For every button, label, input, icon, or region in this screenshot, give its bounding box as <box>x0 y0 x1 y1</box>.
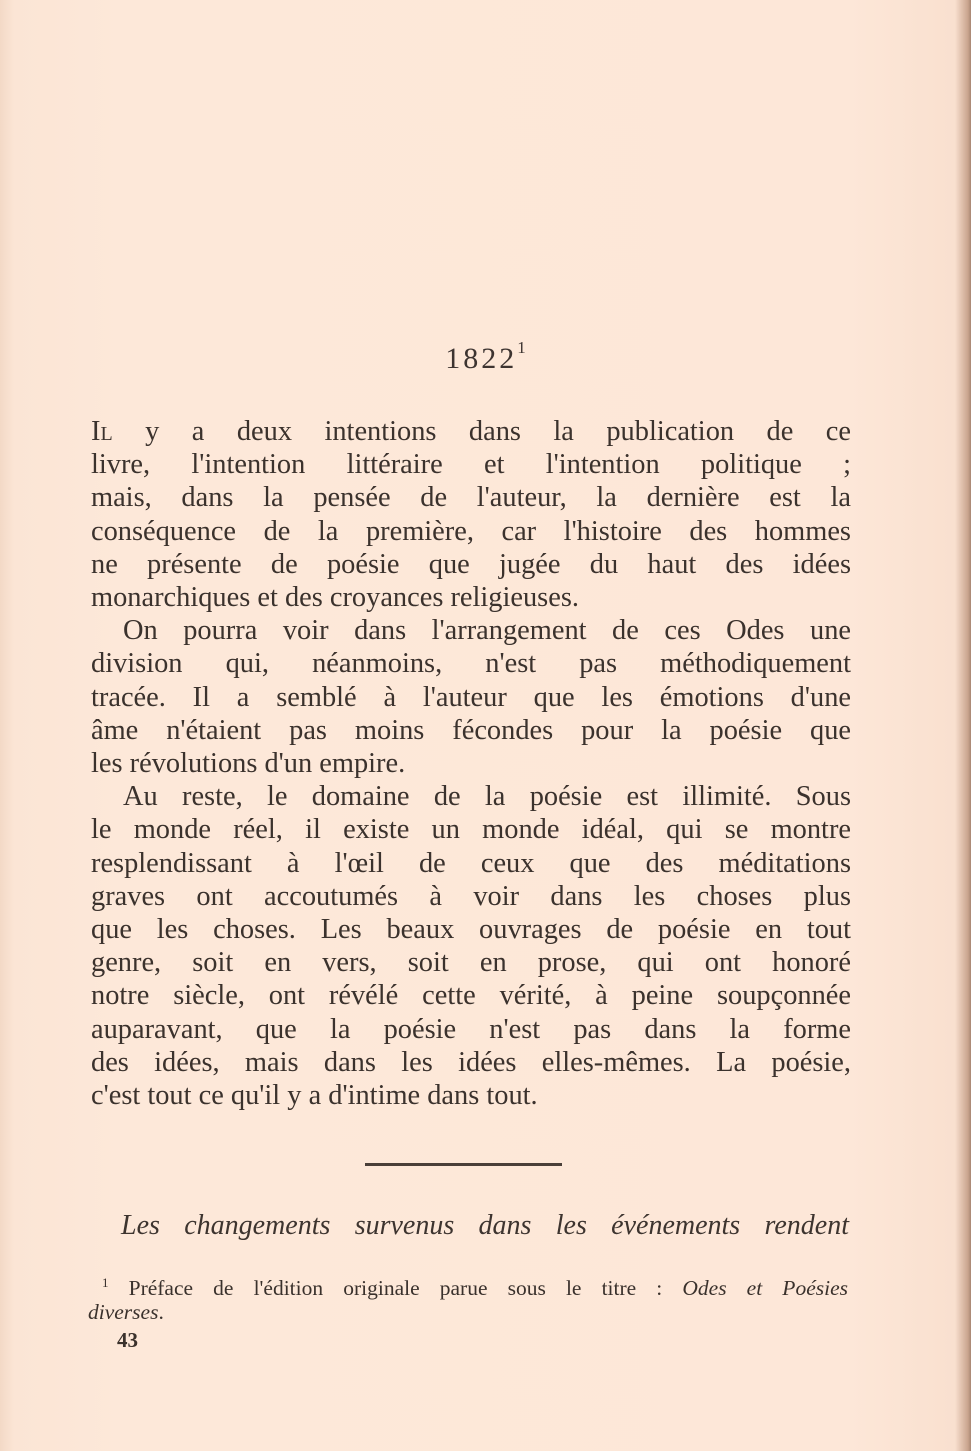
text-line: le monde réel, il existe un monde idéal, qui se montre <box>91 814 851 846</box>
text-line: livre, l'intention littéraire et l'intention politique ; <box>91 449 851 481</box>
chapter-year: 1822 <box>445 342 518 375</box>
footnote-marker: 1 <box>102 1274 109 1290</box>
text-line: ne présente de poésie que jugée du haut des idées <box>91 548 851 580</box>
text-line: âme n'étaient pas moins fécondes pour la poésie que <box>91 714 851 746</box>
paragraph-3 <box>91 780 851 1112</box>
paragraph-1 <box>91 415 851 614</box>
text-line: que les choses. Les beaux ouvrages de poésie en tout <box>91 914 851 946</box>
footnote-line-2: diverses. <box>88 1300 164 1324</box>
text-line: Il y a deux intentions dans la publication de ce <box>91 416 851 447</box>
text-line: les révolutions d'un empire. <box>91 748 406 780</box>
text-line: tracée. Il a semblé à l'auteur que les émotions d'une <box>91 681 851 713</box>
footnote <box>88 1276 848 1324</box>
text-line: auparavant, que la poésie n'est pas dans la forme <box>91 1013 851 1045</box>
drop-smallcaps-lead: Il <box>91 416 113 447</box>
text-line: notre siècle, ont révélé cette vérité, à peine soupçonnée <box>91 980 851 1012</box>
text-line: monarchiques et des croyances religieuses. <box>91 582 579 614</box>
chapter-heading <box>0 338 971 376</box>
text-line: division qui, néanmoins, n'est pas méthodiquement <box>91 648 851 680</box>
body-text <box>91 415 851 1112</box>
text-line: graves ont accoutumés à voir dans les choses plus <box>91 880 851 912</box>
page-number: 43 <box>117 1328 138 1352</box>
text-line: On pourra voir dans l'arrangement de ces Odes une <box>123 615 851 647</box>
catchline: Les changements survenus dans les événements rendent <box>121 1210 849 1241</box>
text-line: resplendissant à l'œil de ceux que des méditations <box>91 847 851 879</box>
footnote-reference: 1 <box>517 338 526 357</box>
text-line: des idées, mais dans les idées elles-mêmes. La poésie, <box>91 1046 851 1078</box>
text-line: mais, dans la pensée de l'auteur, la dernière est la <box>91 482 851 514</box>
text-line: c'est tout ce qu'il y a d'intime dans tout. <box>91 1080 538 1112</box>
text-line: genre, soit en vers, soit en prose, qui ont honoré <box>91 947 851 979</box>
footnote-title: Odes et Poésies <box>682 1276 848 1300</box>
section-divider <box>365 1163 562 1166</box>
footnote-line: $^1$ Préface de l'édition originale parue sous le titre : Odes et Poésies <box>102 1274 848 1300</box>
paragraph-2 <box>91 614 851 780</box>
text-line: Au reste, le domaine de la poésie est illimité. Sous <box>123 781 851 813</box>
text-line: conséquence de la première, car l'histoire des hommes <box>91 515 851 547</box>
